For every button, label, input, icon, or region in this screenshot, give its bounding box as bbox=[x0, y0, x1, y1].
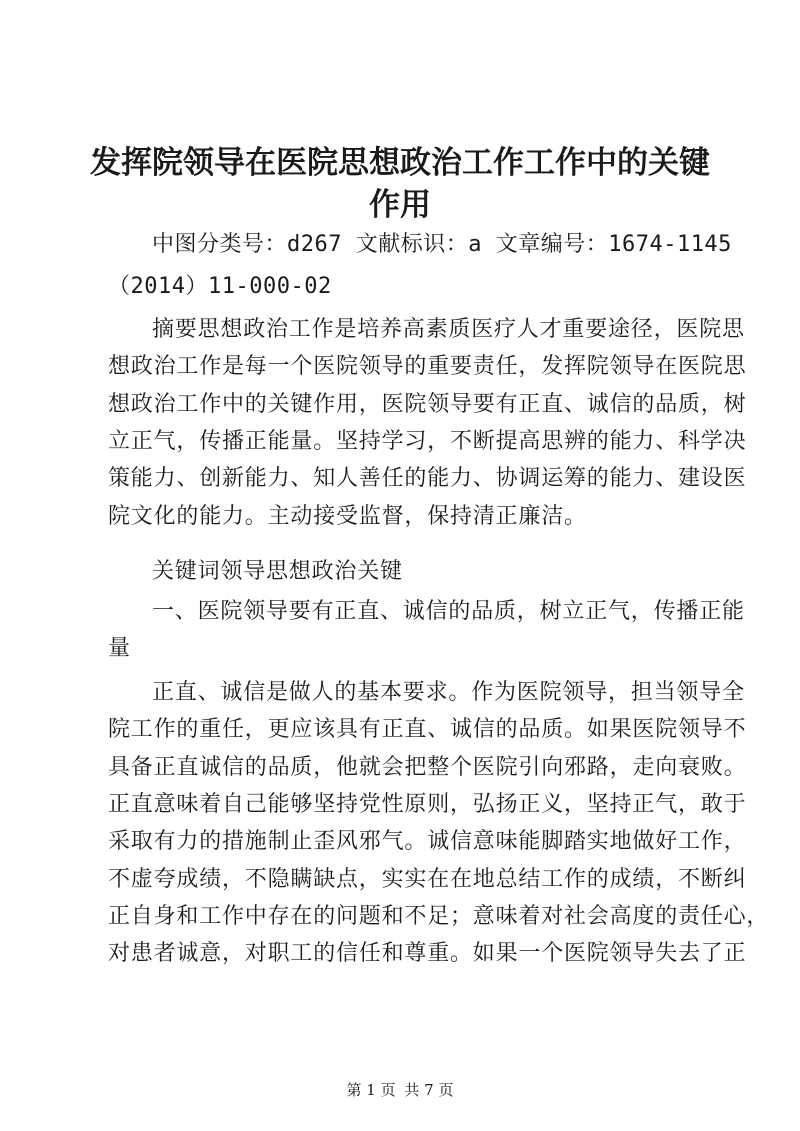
abstract-line: 摘要思想政治工作是培养高素质医疗人才重要途径，医院思 bbox=[152, 317, 745, 342]
abstract-line: 院文化的能力。主动接受监督，保持清正廉洁。 bbox=[108, 504, 587, 529]
body-line: 正直、诚信是做人的基本要求。作为医院领导，担当领导全 bbox=[152, 680, 745, 705]
body-line: 正直意味着自己能够坚持党性原则，弘扬正义，坚持正气，敢于 bbox=[108, 792, 747, 817]
abstract-line: 策能力、创新能力、知人善任的能力、协调运筹的能力、建设医 bbox=[108, 466, 747, 491]
abstract-line: 立正气，传播正能量。坚持学习，不断提高思辨的能力、科学决 bbox=[108, 429, 747, 454]
body-line: 不虚夸成绩，不隐瞒缺点，实实在在地总结工作的成绩，不断纠 bbox=[108, 867, 747, 892]
document-title-line-1: 发挥院领导在医院思想政治工作工作中的关键 bbox=[90, 145, 710, 181]
section-heading-line-2: 量 bbox=[108, 636, 131, 661]
page-footer bbox=[0, 1080, 800, 1100]
page-total: 共 7 页 bbox=[404, 1081, 454, 1099]
body-line: 具备正直诚信的品质，他就会把整个医院引向邪路，走向衰败。 bbox=[108, 755, 747, 780]
document-title-line-2: 作用 bbox=[369, 187, 431, 223]
section-heading-line-1: 一、医院领导要有正直、诚信的品质，树立正气，传播正能 bbox=[152, 599, 745, 624]
classification-meta-line-2: （2014）11-000-02 bbox=[108, 274, 332, 299]
body-line: 对患者诚意，对职工的信任和尊重。如果一个医院领导失去了正 bbox=[108, 941, 747, 966]
classification-meta-line-1: 中图分类号：d267 文献标识：a 文章编号：1674-1145 bbox=[152, 232, 732, 257]
body-line: 正自身和工作中存在的问题和不足；意味着对社会高度的责任心， bbox=[108, 904, 770, 929]
abstract-line: 想政治工作中的关键作用，医院领导要有正直、诚信的品质，树 bbox=[108, 392, 747, 417]
body-line: 采取有力的措施制止歪风邪气。诚信意味能脚踏实地做好工作， bbox=[108, 829, 747, 854]
body-line: 院工作的重任，更应该具有正直、诚信的品质。如果医院领导不 bbox=[108, 717, 747, 742]
page-number: 第 1 页 bbox=[346, 1081, 396, 1099]
abstract-line: 想政治工作是每一个医院领导的重要责任，发挥院领导在医院思 bbox=[108, 354, 747, 379]
keywords-line: 关键词领导思想政治关键 bbox=[152, 559, 403, 584]
